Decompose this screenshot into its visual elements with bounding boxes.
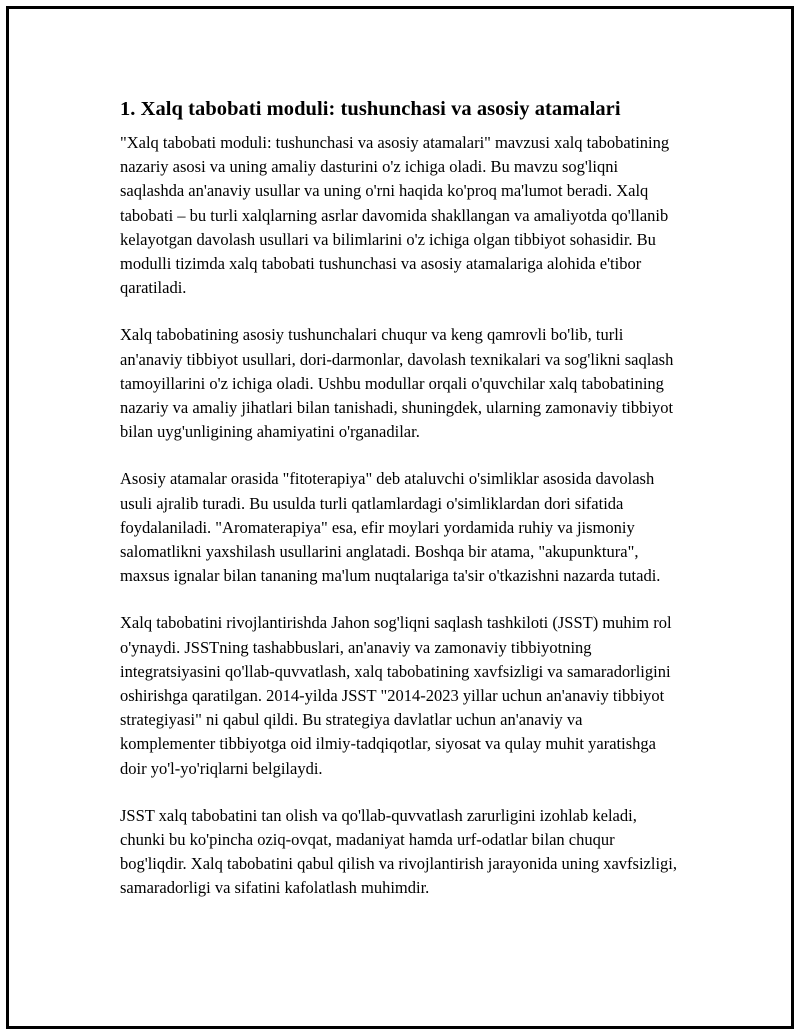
document-body [120,95,680,924]
paragraph-conclusion: JSST xalq tabobatini tan olish va qo'llab-quvvatlash zarurligini izohlab keladi, chunki bu ko'pincha oziq-ovqat, madaniyat hamda urf-odatlar bilan chuqur bog'liqdir. Xalq tabobatini qabul qilish va rivojlantirish jarayonida uning xavfsizligi, samaradorligi va sifatini kafolatlash muhimdir. [120,805,678,898]
page-frame [6,6,794,1029]
paragraph-intro: "Xalq tabobati moduli: tushunchasi va asosiy atamalari" mavzusi xalq tabobatining nazariy asosi va uning amaliy dasturini o'z ichiga oladi. Bu mavzu sog'liqni saqlashda an'anaviy usullar va uning o'rni haqida ko'proq ma'lumot beradi. Xalq tabobati – bu turli xalqlarning asrlar davomida shakllangan va amaliyotda qo'llanib kelayotgan davolash usullari va bilimlarini o'z ichiga olgan tibbiyot sohasidir. Bu modulli tizimda xalq tabobati tushunchasi va asosiy atamalariga alohida e'tibor qaratiladi. [120,133,670,298]
paragraph-terms: Asosiy atamalar orasida "fitoterapiya" deb ataluvchi o'simliklar asosida davolash usuli ajralib turadi. Bu usulda turli qatlamlardagi o'simliklardan dori sifatida foydalaniladi. "Aromaterapiya" esa, efir moylari yordamida ruhiy va jismoniy salomatlikni yaxshilash usullarini anglatadi. Boshqa bir atama, "akupunktura", maxsus ignalar bilan tananing ma'lum nuqtalariga ta'sir o'tkazishni nazarda tutadi. [120,469,661,586]
section-heading: 1. Xalq tabobati moduli: tushunchasi va asosiy atamalari [120,98,621,120]
paragraph-concepts: Xalq tabobatining asosiy tushunchalari chuqur va keng qamrovli bo'lib, turli an'anaviy tibbiyot usullari, dori-darmonlar, davolash texnikalari va sog'likni saqlash tamoyillarini o'z ichiga oladi. Ushbu modullar orqali o'quvchilar xalq tabobatining nazariy va amaliy jihatlari bilan tanishadi, shuningdek, ularning zamonaviy tibbiyot bilan uyg'unligining ahamiyatini o'rganadilar. [120,325,674,442]
paragraph-who: Xalq tabobatini rivojlantirishda Jahon sog'liqni saqlash tashkiloti (JSST) muhim rol o'ynaydi. JSSTning tashabbuslari, an'anaviy va zamonaviy tibbiyotning integratsiyasini qo'llab-quvvatlash, xalq tabobatining xavfsizligi va samaradorligini oshirishga qaratilgan. 2014-yilda JSST "2014-2023 yillar uchun an'anaviy tibbiyot strategiyasi" ni qabul qildi. Bu strategiya davlatlar uchun an'anaviy va komplementer tibbiyotga oid ilmiy-tadqiqotlar, siyosat va qulay muhit yaratishga doir yo'l-yo'riqlarni belgilaydi. [120,613,672,778]
